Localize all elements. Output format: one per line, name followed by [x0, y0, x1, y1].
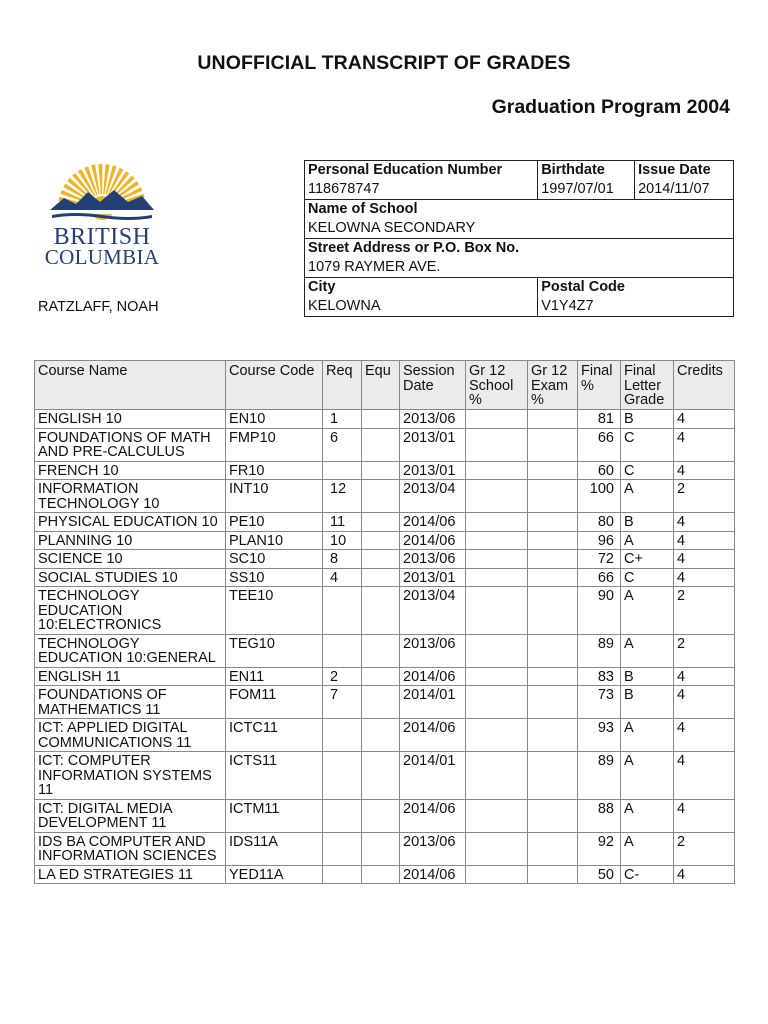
session-date-cell: 2013/06 [400, 410, 466, 429]
course-name-cell: SCIENCE 10 [35, 550, 226, 569]
column-header: Credits [674, 361, 735, 410]
final-letter-grade-cell: A [621, 480, 674, 513]
table-row [35, 550, 735, 569]
req-cell [323, 719, 362, 752]
final-pct-cell: 89 [578, 752, 621, 800]
session-date-cell: 2013/01 [400, 428, 466, 461]
course-code-cell: TEG10 [226, 634, 323, 667]
gr12-school-pct-cell [466, 513, 528, 532]
session-date-cell: 2013/01 [400, 461, 466, 480]
gr12-school-pct-cell [466, 428, 528, 461]
gr12-school-pct-cell [466, 832, 528, 865]
session-date-cell: 2014/06 [400, 513, 466, 532]
session-date-cell: 2014/01 [400, 686, 466, 719]
postal-code-value: V1Y4Z7 [538, 297, 734, 317]
session-date-cell: 2013/06 [400, 550, 466, 569]
course-name-cell: PLANNING 10 [35, 531, 226, 550]
gr12-exam-pct-cell [528, 428, 578, 461]
gr12-school-pct-cell [466, 865, 528, 884]
city-value: KELOWNA [305, 297, 538, 317]
gr12-school-pct-cell [466, 686, 528, 719]
final-letter-grade-cell: C [621, 461, 674, 480]
pen-label: Personal Education Number [305, 161, 538, 181]
course-code-cell: ICTM11 [226, 799, 323, 832]
birthdate-label: Birthdate [538, 161, 635, 181]
equ-cell [362, 428, 400, 461]
credits-cell: 2 [674, 832, 735, 865]
school-label: Name of School [305, 200, 734, 220]
gr12-exam-pct-cell [528, 410, 578, 429]
req-cell [323, 461, 362, 480]
req-cell [323, 634, 362, 667]
session-date-cell: 2014/06 [400, 799, 466, 832]
course-code-cell: INT10 [226, 480, 323, 513]
table-row [35, 865, 735, 884]
course-code-cell: PLAN10 [226, 531, 323, 550]
final-pct-cell: 81 [578, 410, 621, 429]
final-letter-grade-cell: A [621, 752, 674, 800]
req-cell [323, 865, 362, 884]
final-letter-grade-cell: B [621, 686, 674, 719]
table-row [35, 634, 735, 667]
req-cell [323, 832, 362, 865]
final-pct-cell: 66 [578, 568, 621, 587]
course-code-cell: PE10 [226, 513, 323, 532]
course-name-cell: FOUNDATIONS OF MATHEMATICS 11 [35, 686, 226, 719]
course-code-cell: FMP10 [226, 428, 323, 461]
column-header: Course Code [226, 361, 323, 410]
gr12-school-pct-cell [466, 752, 528, 800]
table-row [35, 832, 735, 865]
equ-cell [362, 634, 400, 667]
final-letter-grade-cell: A [621, 531, 674, 550]
gr12-school-pct-cell [466, 480, 528, 513]
course-code-cell: SS10 [226, 568, 323, 587]
equ-cell [362, 550, 400, 569]
column-header: Gr 12 Exam % [528, 361, 578, 410]
final-pct-cell: 93 [578, 719, 621, 752]
final-letter-grade-cell: B [621, 410, 674, 429]
session-date-cell: 2014/06 [400, 667, 466, 686]
final-letter-grade-cell: A [621, 832, 674, 865]
course-name-cell: TECHNOLOGY EDUCATION 10:ELECTRONICS [35, 587, 226, 635]
course-code-cell: ICTC11 [226, 719, 323, 752]
req-cell: 1 [323, 410, 362, 429]
equ-cell [362, 686, 400, 719]
final-pct-cell: 83 [578, 667, 621, 686]
final-pct-cell: 96 [578, 531, 621, 550]
final-letter-grade-cell: B [621, 513, 674, 532]
credits-cell: 4 [674, 461, 735, 480]
table-row [35, 719, 735, 752]
course-code-cell: EN10 [226, 410, 323, 429]
gr12-exam-pct-cell [528, 587, 578, 635]
course-name-cell: INFORMATION TECHNOLOGY 10 [35, 480, 226, 513]
table-row [35, 513, 735, 532]
final-pct-cell: 60 [578, 461, 621, 480]
credits-cell: 2 [674, 587, 735, 635]
column-header: Req [323, 361, 362, 410]
final-letter-grade-cell: A [621, 587, 674, 635]
course-code-cell: FOM11 [226, 686, 323, 719]
gr12-exam-pct-cell [528, 667, 578, 686]
final-pct-cell: 80 [578, 513, 621, 532]
session-date-cell: 2013/01 [400, 568, 466, 587]
gr12-exam-pct-cell [528, 865, 578, 884]
student-name: RATZLAFF, NOAH [38, 299, 159, 315]
final-letter-grade-cell: C [621, 428, 674, 461]
gr12-exam-pct-cell [528, 634, 578, 667]
grades-body [35, 410, 735, 884]
req-cell: 6 [323, 428, 362, 461]
credits-cell: 4 [674, 531, 735, 550]
credits-cell: 4 [674, 865, 735, 884]
course-name-cell: LA ED STRATEGIES 11 [35, 865, 226, 884]
credits-cell: 4 [674, 752, 735, 800]
gr12-exam-pct-cell [528, 531, 578, 550]
gr12-exam-pct-cell [528, 752, 578, 800]
equ-cell [362, 461, 400, 480]
gr12-school-pct-cell [466, 461, 528, 480]
req-cell: 11 [323, 513, 362, 532]
student-info-table [304, 160, 734, 317]
column-header: Gr 12 School % [466, 361, 528, 410]
credits-cell: 2 [674, 480, 735, 513]
req-cell: 10 [323, 531, 362, 550]
course-name-cell: ICT: APPLIED DIGITAL COMMUNICATIONS 11 [35, 719, 226, 752]
gr12-exam-pct-cell [528, 799, 578, 832]
address-value: 1079 RAYMER AVE. [305, 258, 734, 278]
issue-date-value: 2014/11/07 [635, 180, 734, 200]
final-pct-cell: 89 [578, 634, 621, 667]
final-letter-grade-cell: C [621, 568, 674, 587]
gr12-school-pct-cell [466, 634, 528, 667]
column-header: Session Date [400, 361, 466, 410]
gr12-exam-pct-cell [528, 513, 578, 532]
table-row [35, 480, 735, 513]
school-value: KELOWNA SECONDARY [305, 219, 734, 239]
course-name-cell: ICT: DIGITAL MEDIA DEVELOPMENT 11 [35, 799, 226, 832]
gr12-school-pct-cell [466, 719, 528, 752]
gr12-exam-pct-cell [528, 719, 578, 752]
gr12-school-pct-cell [466, 410, 528, 429]
final-pct-cell: 73 [578, 686, 621, 719]
pen-value: 118678747 [305, 180, 538, 200]
equ-cell [362, 531, 400, 550]
final-pct-cell: 92 [578, 832, 621, 865]
course-name-cell: ENGLISH 11 [35, 667, 226, 686]
gr12-school-pct-cell [466, 799, 528, 832]
gr12-school-pct-cell [466, 550, 528, 569]
course-code-cell: TEE10 [226, 587, 323, 635]
final-letter-grade-cell: A [621, 799, 674, 832]
credits-cell: 4 [674, 410, 735, 429]
table-row [35, 667, 735, 686]
course-code-cell: EN11 [226, 667, 323, 686]
equ-cell [362, 667, 400, 686]
credits-cell: 4 [674, 568, 735, 587]
final-letter-grade-cell: A [621, 634, 674, 667]
credits-cell: 4 [674, 719, 735, 752]
table-row [35, 410, 735, 429]
sun-ray [103, 164, 109, 194]
req-cell: 7 [323, 686, 362, 719]
equ-cell [362, 480, 400, 513]
course-name-cell: FOUNDATIONS OF MATH AND PRE-CALCULUS [35, 428, 226, 461]
req-cell [323, 752, 362, 800]
address-label: Street Address or P.O. Box No. [305, 239, 734, 259]
gr12-school-pct-cell [466, 568, 528, 587]
req-cell [323, 799, 362, 832]
session-date-cell: 2014/06 [400, 719, 466, 752]
course-name-cell: PHYSICAL EDUCATION 10 [35, 513, 226, 532]
course-name-cell: ICT: COMPUTER INFORMATION SYSTEMS 11 [35, 752, 226, 800]
req-cell: 4 [323, 568, 362, 587]
column-header: Final % [578, 361, 621, 410]
final-letter-grade-cell: C- [621, 865, 674, 884]
final-letter-grade-cell: A [621, 719, 674, 752]
svg-text:BRITISH: BRITISH [53, 224, 151, 250]
course-code-cell: IDS11A [226, 832, 323, 865]
final-pct-cell: 88 [578, 799, 621, 832]
course-name-cell: IDS BA COMPUTER AND INFORMATION SCIENCES [35, 832, 226, 865]
req-cell: 2 [323, 667, 362, 686]
equ-cell [362, 865, 400, 884]
session-date-cell: 2014/06 [400, 865, 466, 884]
equ-cell [362, 719, 400, 752]
equ-cell [362, 832, 400, 865]
gr12-exam-pct-cell [528, 686, 578, 719]
table-row [35, 686, 735, 719]
column-header: Equ [362, 361, 400, 410]
credits-cell: 2 [674, 634, 735, 667]
course-name-cell: ENGLISH 10 [35, 410, 226, 429]
course-code-cell: ICTS11 [226, 752, 323, 800]
british-columbia-logo [34, 158, 170, 270]
final-pct-cell: 50 [578, 865, 621, 884]
session-date-cell: 2013/04 [400, 587, 466, 635]
table-row [35, 568, 735, 587]
table-row [35, 428, 735, 461]
credits-cell: 4 [674, 799, 735, 832]
credits-cell: 4 [674, 513, 735, 532]
final-pct-cell: 100 [578, 480, 621, 513]
table-row [35, 531, 735, 550]
equ-cell [362, 568, 400, 587]
gr12-exam-pct-cell [528, 550, 578, 569]
equ-cell [362, 410, 400, 429]
req-cell: 8 [323, 550, 362, 569]
table-row [35, 587, 735, 635]
gr12-school-pct-cell [466, 667, 528, 686]
credits-cell: 4 [674, 667, 735, 686]
credits-cell: 4 [674, 428, 735, 461]
equ-cell [362, 587, 400, 635]
gr12-school-pct-cell [466, 587, 528, 635]
grades-table [34, 360, 735, 884]
course-name-cell: TECHNOLOGY EDUCATION 10:GENERAL [35, 634, 226, 667]
session-date-cell: 2013/04 [400, 480, 466, 513]
gr12-exam-pct-cell [528, 480, 578, 513]
session-date-cell: 2013/06 [400, 832, 466, 865]
equ-cell [362, 799, 400, 832]
credits-cell: 4 [674, 686, 735, 719]
course-code-cell: FR10 [226, 461, 323, 480]
gr12-exam-pct-cell [528, 832, 578, 865]
city-label: City [305, 278, 538, 298]
table-row [35, 461, 735, 480]
column-header: Course Name [35, 361, 226, 410]
session-date-cell: 2013/06 [400, 634, 466, 667]
session-date-cell: 2014/06 [400, 531, 466, 550]
final-pct-cell: 90 [578, 587, 621, 635]
gr12-exam-pct-cell [528, 568, 578, 587]
final-pct-cell: 72 [578, 550, 621, 569]
course-name-cell: FRENCH 10 [35, 461, 226, 480]
course-name-cell: SOCIAL STUDIES 10 [35, 568, 226, 587]
column-header: Final Letter Grade [621, 361, 674, 410]
transcript-title: UNOFFICIAL TRANSCRIPT OF GRADES [197, 52, 571, 74]
table-row [35, 752, 735, 800]
program-title: Graduation Program 2004 [491, 96, 730, 118]
final-pct-cell: 66 [578, 428, 621, 461]
svg-text:COLUMBIA: COLUMBIA [44, 245, 160, 269]
session-date-cell: 2014/01 [400, 752, 466, 800]
birthdate-value: 1997/07/01 [538, 180, 635, 200]
req-cell [323, 587, 362, 635]
final-letter-grade-cell: B [621, 667, 674, 686]
credits-cell: 4 [674, 550, 735, 569]
final-letter-grade-cell: C+ [621, 550, 674, 569]
issue-date-label: Issue Date [635, 161, 734, 181]
postal-code-label: Postal Code [538, 278, 734, 298]
table-row [35, 799, 735, 832]
gr12-exam-pct-cell [528, 461, 578, 480]
equ-cell [362, 513, 400, 532]
equ-cell [362, 752, 400, 800]
course-code-cell: SC10 [226, 550, 323, 569]
req-cell: 12 [323, 480, 362, 513]
gr12-school-pct-cell [466, 531, 528, 550]
course-code-cell: YED11A [226, 865, 323, 884]
